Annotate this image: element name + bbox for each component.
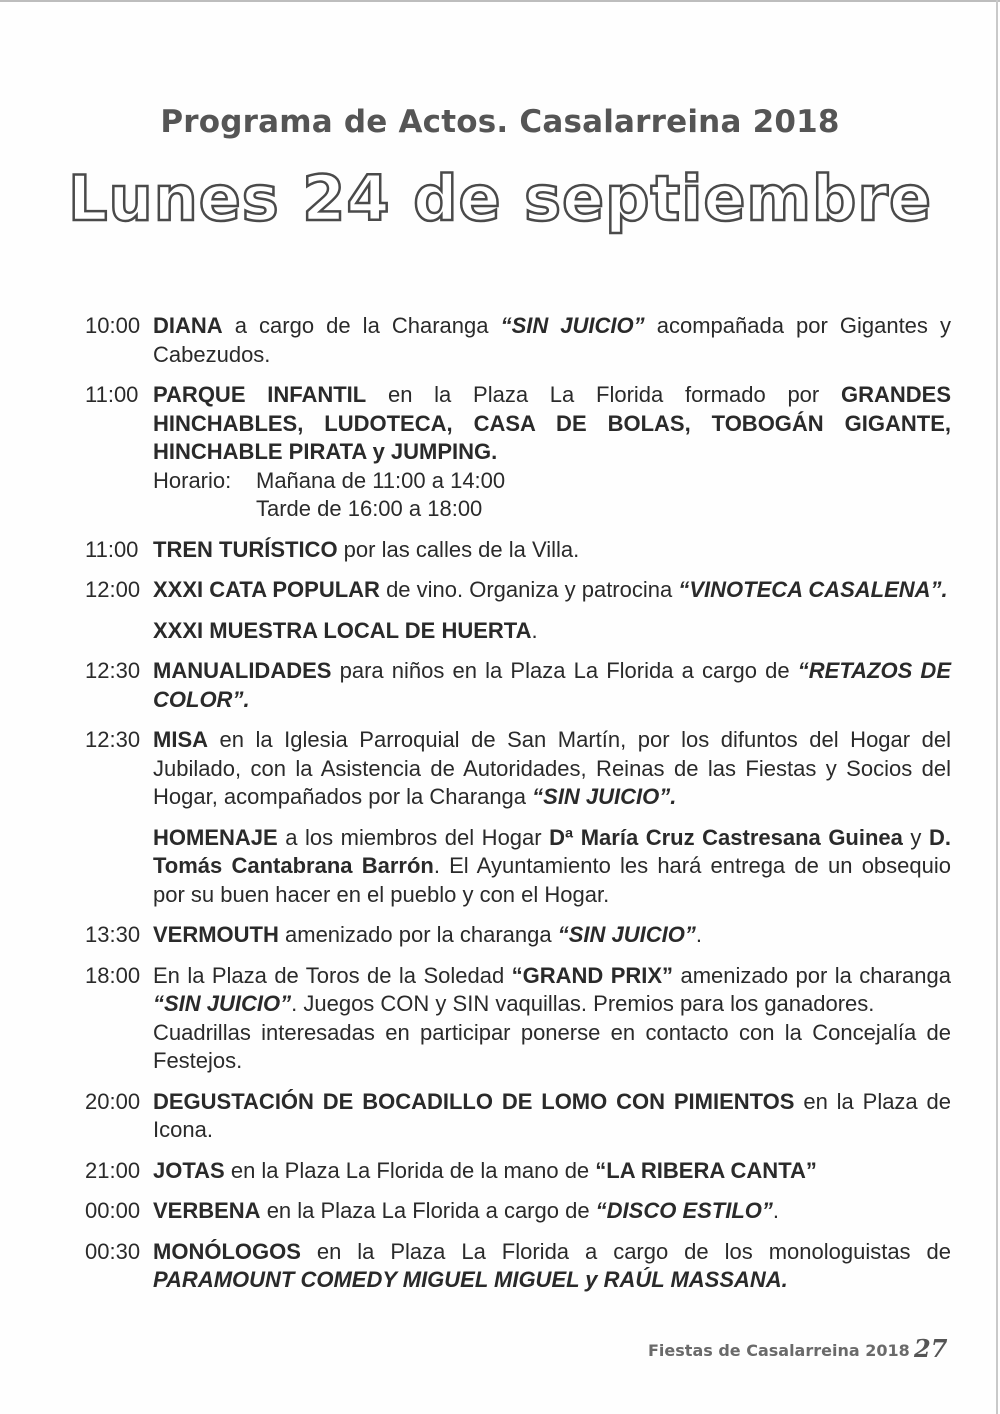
body-text: en la Plaza La Florida de la mano de — [224, 1157, 596, 1183]
event-description — [153, 726, 951, 909]
event-description — [153, 657, 951, 714]
body-text: acompañada por Gigantes y Cabezudos. — [153, 313, 951, 367]
event-description — [153, 381, 951, 524]
event-paragraph — [153, 657, 951, 714]
event-item — [85, 726, 951, 909]
schedule-line: Tarde de 16:00 a 18:00 — [256, 496, 483, 521]
event-time: 12:30 — [85, 658, 141, 683]
event-time: 11:00 — [85, 382, 139, 407]
event-paragraph — [153, 1238, 951, 1295]
body-text: en la Plaza La Florida a cargo de los monologuistas de — [300, 1238, 951, 1264]
emphasis-text: MANUALIDADES — [153, 658, 332, 683]
emphasis-text: “SIN JUICIO” — [500, 313, 645, 338]
event-paragraph — [153, 617, 951, 646]
body-text: en la Iglesia Parroquial de San Martín, por los difuntos del Hogar del Jubilado, con la Asistencia de Autoridades, Reinas de las Fiestas y Socios del Hogar, acompañados por la Charanga — [153, 727, 951, 809]
event-description — [153, 1088, 951, 1145]
schedule-block — [153, 467, 951, 524]
body-text: a cargo de la Charanga — [222, 313, 501, 338]
event-item — [85, 962, 951, 1076]
emphasis-text: GRANDES HINCHABLES, LUDOTECA, CASA DE BOLAS, TOBOGÁN GIGANTE, HINCHABLE PIRATA y JUMPING. — [153, 382, 951, 464]
body-text: . — [531, 617, 538, 643]
emphasis-text: “LA RIBERA CANTA” — [595, 1157, 817, 1183]
emphasis-text: Dª María Cruz Castresana Guinea — [549, 824, 903, 850]
event-paragraph — [153, 726, 951, 812]
event-description — [153, 536, 951, 565]
event-paragraph — [153, 1197, 951, 1226]
body-text: por las calles de la Villa. — [337, 536, 580, 562]
body-text: de vino. Organiza y patrocina — [379, 577, 679, 602]
event-item — [85, 1088, 951, 1145]
emphasis-text: DEGUSTACIÓN DE BOCADILLO DE LOMO CON PIMIENTOS — [153, 1088, 795, 1114]
body-text: . — [695, 922, 703, 947]
emphasis-text: HOMENAJE — [153, 824, 278, 850]
event-time: 18:00 — [85, 962, 141, 988]
event-item — [85, 1238, 951, 1295]
page-top-edge — [0, 0, 1000, 2]
event-item — [85, 381, 951, 524]
body-text: amenizado por la charanga — [673, 962, 952, 988]
event-description — [153, 576, 951, 645]
emphasis-text: VERMOUTH — [153, 922, 279, 947]
event-time: 00:00 — [85, 1198, 141, 1223]
emphasis-text: PARAMOUNT COMEDY MIGUEL MIGUEL y RAÚL MASSANA. — [153, 1267, 788, 1292]
program-title: Programa de Actos. Casalarreina 2018 — [160, 104, 840, 140]
body-text: en la Plaza La Florida formado por — [366, 382, 841, 407]
body-text: . — [772, 1198, 780, 1223]
event-time: 12:00 — [85, 577, 141, 602]
emphasis-text: PARQUE INFANTIL — [153, 382, 367, 407]
emphasis-text: DIANA — [153, 313, 223, 338]
emphasis-text: “SIN JUICIO” — [153, 991, 292, 1016]
event-paragraph — [153, 1157, 951, 1186]
event-description — [153, 1238, 951, 1295]
body-text: y — [902, 824, 929, 850]
emphasis-text: D. Tomás Cantabrana Barrón — [153, 824, 951, 878]
body-text: en la Plaza La Florida a cargo de — [260, 1198, 596, 1223]
event-paragraph — [153, 1019, 951, 1076]
body-text: En la Plaza de Toros de la Soledad — [153, 962, 512, 988]
body-text: en la Plaza de Icona. — [153, 1088, 952, 1142]
emphasis-text: “SIN JUICIO” — [557, 922, 696, 947]
body-text: . Juegos CON y SIN vaquillas. Premios para los ganadores. — [291, 991, 875, 1016]
body-text: a los miembros del Hogar — [277, 824, 550, 850]
event-time: 00:30 — [85, 1238, 141, 1264]
event-description — [153, 1197, 951, 1226]
event-time: 13:30 — [85, 922, 141, 947]
emphasis-text: “VINOTECA CASALENA”. — [678, 577, 948, 602]
event-item — [85, 657, 951, 714]
schedule-spacer — [153, 495, 256, 524]
body-text: . El Ayuntamiento les hará entrega de un obsequio por su buen hacer en el pueblo y con el Hogar. — [153, 853, 952, 907]
event-time: 20:00 — [85, 1088, 141, 1114]
footer-text: Fiestas de Casalarreina 2018 — [648, 1341, 910, 1360]
page-number: 27 — [914, 1334, 948, 1363]
event-paragraph — [153, 381, 951, 467]
event-paragraph — [153, 921, 951, 950]
event-description — [153, 921, 951, 950]
emphasis-text: XXXI CATA POPULAR — [153, 577, 380, 602]
schedule-label: Horario: — [153, 467, 232, 493]
event-paragraph — [153, 962, 951, 1019]
event-paragraph — [153, 824, 951, 910]
emphasis-text: “GRAND PRIX” — [511, 962, 674, 988]
event-item — [85, 312, 951, 369]
event-item — [85, 921, 951, 950]
body-text: Cuadrillas interesadas en participar ponerse en contacto con la Concejalía de Festejos. — [153, 1019, 951, 1073]
emphasis-text: JOTAS — [153, 1157, 225, 1183]
event-description — [153, 1157, 951, 1186]
schedule-line: Mañana de 11:00 a 14:00 — [256, 467, 506, 493]
emphasis-text: MONÓLOGOS — [153, 1238, 301, 1264]
event-item — [85, 576, 951, 645]
emphasis-text: “DISCO ESTILO” — [595, 1198, 773, 1223]
event-program — [85, 312, 951, 1307]
event-paragraph — [153, 312, 951, 369]
event-time: 11:00 — [85, 536, 139, 562]
event-description — [153, 312, 951, 369]
event-item — [85, 536, 951, 565]
emphasis-text: “SIN JUICIO”. — [532, 784, 677, 809]
emphasis-text: VERBENA — [153, 1198, 261, 1223]
event-time: 12:30 — [85, 727, 141, 752]
day-heading: Lunes 24 de septiembre — [67, 162, 933, 235]
event-item — [85, 1157, 951, 1186]
event-paragraph — [153, 576, 951, 605]
emphasis-text: “RETAZOS DE COLOR”. — [153, 658, 951, 712]
event-time: 10:00 — [85, 313, 141, 338]
emphasis-text: XXXI MUESTRA LOCAL DE HUERTA — [153, 617, 532, 643]
event-paragraph — [153, 1088, 951, 1145]
event-paragraph — [153, 536, 951, 565]
emphasis-text: TREN TURÍSTICO — [153, 536, 338, 562]
event-description — [153, 962, 951, 1076]
body-text: para niños en la Plaza La Florida a cargo de — [331, 658, 798, 683]
emphasis-text: MISA — [153, 727, 208, 752]
body-text: amenizado por la charanga — [278, 922, 558, 947]
event-time: 21:00 — [85, 1157, 141, 1183]
event-item — [85, 1197, 951, 1226]
